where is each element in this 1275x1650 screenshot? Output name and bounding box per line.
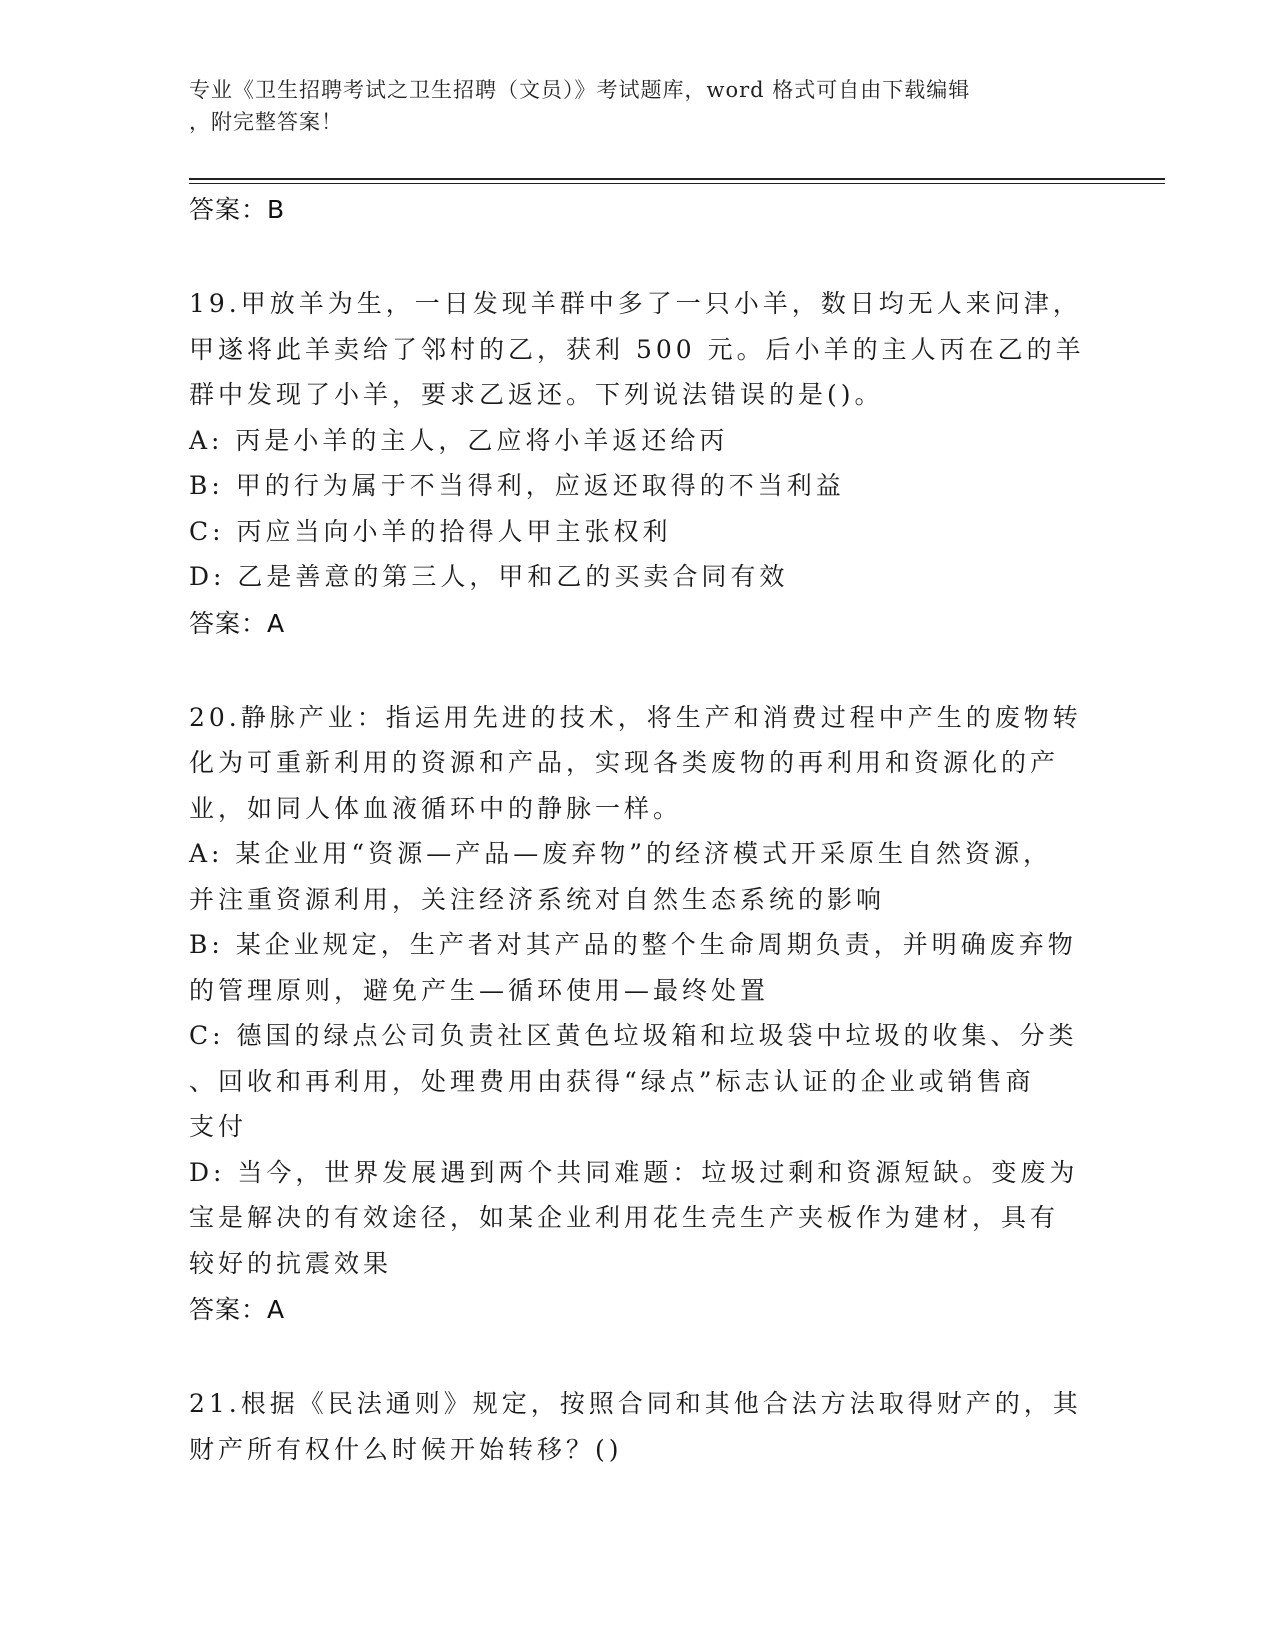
q20-answer: 答案：A (189, 1295, 286, 1324)
q20-option-c-cont: 支付 (189, 1112, 248, 1141)
q20-stem-line: 业，如同人体血液循环中的静脉一样。 (189, 793, 683, 823)
q19-stem-line: 甲遂将此羊卖给了邻村的乙，获利 500 元。后小羊的主人丙在乙的羊 (189, 334, 1085, 364)
q19-option-b: B: 甲的行为属于不当得利，应返还取得的不当利益 (189, 471, 845, 500)
q19-option-c: C: 丙应当向小羊的拾得人甲主张权利 (189, 516, 672, 546)
spacer (189, 234, 1089, 281)
header-line-1: 专业《卫生招聘考试之卫生招聘（文员）》考试题库，word 格式可自由下载编辑 (189, 78, 971, 102)
q19-stem-line: 群中发现了小羊，要求乙返还。下列说法错误的是()。 (189, 380, 884, 409)
header-rule-thin (189, 183, 1165, 184)
q20-option-b: B: 某企业规定，生产者对其产品的整个生命周期负责，并明确废弃物 (189, 930, 1077, 959)
q20-option-d-cont: 较好的抗震效果 (189, 1248, 393, 1278)
document-body (189, 186, 1089, 1472)
q20-option-d: D: 当今，世界发展遇到两个共同难题：垃圾过剩和资源短缺。变废为 (189, 1157, 1079, 1187)
q21-stem-line: 21.根据《民法通则》规定，按照合同和其他合法方法取得财产的，其 (189, 1389, 1082, 1418)
q20-option-c-cont: 、回收和再利用，处理费用由获得“绿点”标志认证的企业或销售商 (189, 1066, 1035, 1096)
q20-option-a: A: 某企业用“资源—产品—废弃物”的经济模式开采原生自然资源， (189, 839, 1052, 868)
header-rule-thick (189, 178, 1165, 180)
q20-stem-line: 化为可重新利用的资源和产品，实现各类废物的再利用和资源化的产 (189, 748, 1060, 777)
page-header (189, 74, 1069, 138)
q20-option-d-cont: 宝是解决的有效途径，如某企业利用花生壳生产夹板作为建材，具有 (189, 1203, 1060, 1232)
header-line-2: ，附完整答案！ (189, 110, 343, 134)
q20-stem-line: 20.静脉产业：指运用先进的技术，将生产和消费过程中产生的废物转 (189, 702, 1082, 732)
q19-stem-line: 19.甲放羊为生，一日发现羊群中多了一只小羊，数日均无人来问津， (189, 289, 1082, 318)
q20-option-a-cont: 并注重资源利用，关注经济系统对自然生态系统的影响 (189, 884, 886, 914)
q20-option-c: C: 德国的绿点公司负责社区黄色垃圾箱和垃圾袋中垃圾的收集、分类 (189, 1021, 1078, 1050)
q20-option-b-cont: 的管理原则，避免产生—循环使用—最终处置 (189, 975, 770, 1005)
q21-stem-line: 财产所有权什么时候开始转移？() (189, 1434, 623, 1464)
q19-answer: 答案：A (189, 608, 286, 638)
answer-prev: 答案：B (189, 195, 286, 224)
spacer (189, 648, 1089, 695)
question-19 (189, 281, 1089, 648)
question-20 (189, 695, 1089, 1335)
q19-option-a: A: 丙是小羊的主人，乙应将小羊返还给丙 (189, 425, 729, 455)
spacer (189, 1334, 1089, 1381)
q19-option-d: D: 乙是善意的第三人，甲和乙的买卖合同有效 (189, 562, 789, 591)
question-21 (189, 1381, 1089, 1472)
